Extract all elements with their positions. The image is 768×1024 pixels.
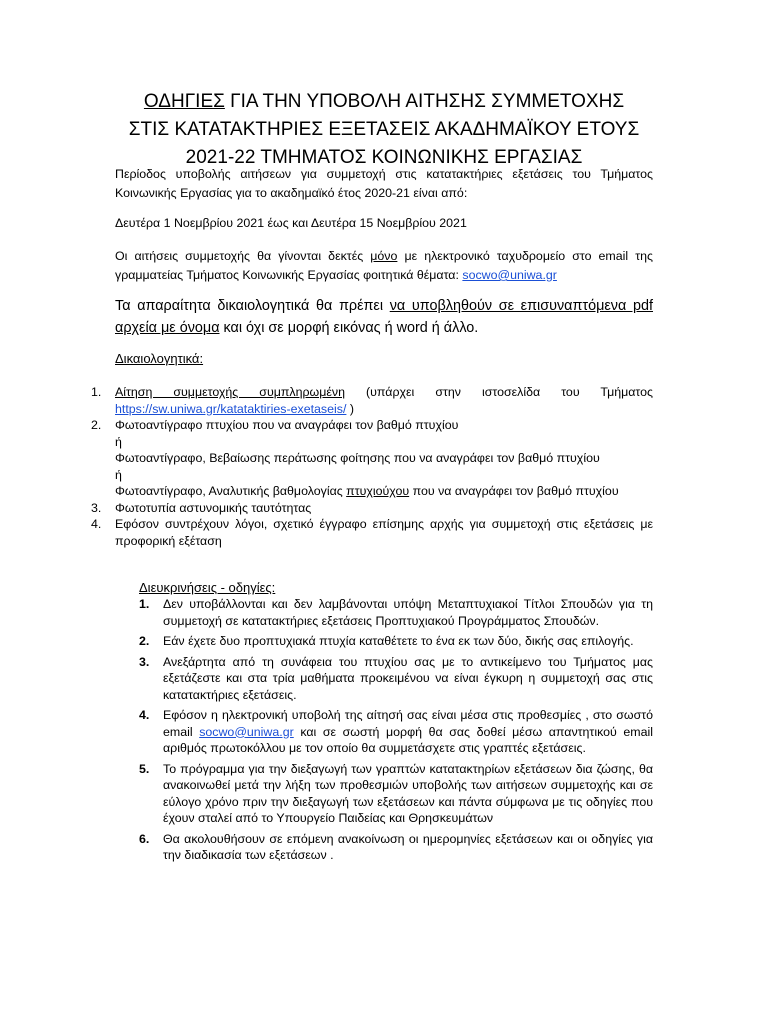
docs-item-2-or-2: ή xyxy=(115,467,122,482)
submission-period-text: Δευτέρα 1 Νοεμβρίου 2021 έως και Δευτέρα 15 Νοεμβρίου 2021 xyxy=(115,216,467,230)
clar-item-3 xyxy=(139,654,653,704)
docs-item-3-number: 3. xyxy=(91,500,102,515)
docs-item-1-rest: (υπάρχει στην ιστοσελίδα του Τμήματος xyxy=(344,385,653,399)
docs-item-1 xyxy=(91,384,653,417)
docs-item-1-end: ) xyxy=(346,401,354,416)
clar-item-3-text: Ανεξάρτητα από τη συνάφεια του πτυχίου σας με το αντικείμενο του Τμήματος μας εξετάζεστε και στα τρία μαθήματα προκειμένου να είναι έγκυρη η συμμετοχή σας στις κατατακτήριες εξετάσεις. xyxy=(163,654,653,702)
intro-paragraph: Περίοδος υποβολής αιτήσεων για συμμετοχή στις κατατακτήριες εξετάσεις του Τμήματος Κοινωνικής Εργασίας για το ακαδημαϊκό έτος 2020-21 είναι από: xyxy=(115,167,653,200)
docs-item-4-text: Εφόσον συντρέχουν λόγοι, σχετικό έγγραφο επίσημης αρχής για συμμετοχή στις εξετάσεις με προφορική εξέταση xyxy=(115,517,653,548)
pdf-paragraph xyxy=(115,295,653,339)
clar-item-5-number: 5. xyxy=(139,761,150,776)
clar-item-6-number: 6. xyxy=(139,831,150,846)
clarifications-heading: Διευκρινήσεις - οδηγίες: xyxy=(139,580,276,595)
docs-item-2 xyxy=(91,417,653,500)
docs-item-2-option-3-part2: που να αναγράφει τον βαθμό πτυχίου xyxy=(409,484,619,498)
title-line-1-rest: ΓΙΑ ΤΗΝ ΥΠΟΒΟΛΗ ΑΙΤΗΣΗΣ ΣΥΜΜΕΤΟΧΗΣ xyxy=(224,91,625,112)
docs-item-2-option-3-part1: Φωτοαντίγραφο, Αναλυτικής βαθμολογίας xyxy=(115,484,347,498)
clar-item-4-number: 4. xyxy=(139,708,150,722)
clar-item-2-number: 2. xyxy=(139,634,150,648)
clar-item-1-text: Δεν υποβάλλονται και δεν λαμβάνονται υπόψη Μεταπτυχιακοί Τίτλοι Σπουδών για τη συμμετοχή σε κατατακτήριες εξετάσεις Προπτυχιακού Προγράμματος Σπουδών. xyxy=(163,597,653,628)
docs-item-3-text: Φωτοτυπία αστυνομικής ταυτότητας xyxy=(115,500,312,515)
clar-item-1 xyxy=(139,596,653,629)
pdf-paragraph-underlined: να υποβληθούν σε επισυναπτόμενα pdf αρχεία με όνομα xyxy=(115,298,653,336)
email-paragraph-part1: Οι αιτήσεις συμμετοχής θα γίνονται δεκτές xyxy=(115,249,371,263)
clar-item-1-number: 1. xyxy=(139,597,150,611)
docs-item-2-option-3-underlined: πτυχιούχου xyxy=(346,484,410,498)
title-line-3: 2021-22 ΤΜΗΜΑΤΟΣ ΚΟΙΝΩΝΙΚΗΣ ΕΡΓΑΣΙΑΣ xyxy=(185,147,583,168)
email-paragraph-only: μόνο xyxy=(370,249,398,263)
clar-item-6-text: Θα ακολουθήσουν σε επόμενη ανακοίνωση οι ημερομηνίες εξετάσεων και οι οδηγίες για την διαδικασία των εξετάσεων . xyxy=(163,831,653,862)
docs-item-2-or-1: ή xyxy=(115,434,122,449)
pdf-paragraph-part2: και όχι σε μορφή εικόνας ή word ή άλλο. xyxy=(219,320,479,336)
submission-period xyxy=(115,214,653,233)
clar-item-6 xyxy=(139,831,653,864)
page-title xyxy=(100,88,668,172)
clar-item-2 xyxy=(139,633,653,650)
docs-item-2-number: 2. xyxy=(91,418,102,432)
title-line-1 xyxy=(100,88,668,116)
clar-item-5 xyxy=(139,761,653,827)
docs-item-4-number: 4. xyxy=(91,517,102,531)
docs-heading: Δικαιολογητικά: xyxy=(115,351,204,366)
clar-email-link[interactable]: socwo@uniwa.gr xyxy=(199,724,294,739)
docs-item-4 xyxy=(91,516,653,549)
docs-item-2-option-2: Φωτοαντίγραφο, Βεβαίωσης περάτωσης φοίτησης που να αναγράφει τον βαθμό πτυχίου xyxy=(115,451,600,465)
docs-item-3 xyxy=(91,500,653,517)
docs-item-1-number: 1. xyxy=(91,385,102,399)
docs-item-2-option-3 xyxy=(115,483,653,500)
department-website-link[interactable]: https://sw.uniwa.gr/katataktiries-exetaseis/ xyxy=(115,401,347,416)
docs-item-1-underlined: Αίτηση συμμετοχής συμπληρωμένη xyxy=(115,385,345,399)
clar-item-3-number: 3. xyxy=(139,654,150,669)
email-paragraph xyxy=(115,247,653,285)
clar-item-5-text: Το πρόγραμμα για την διεξαγωγή των γραπτών κατατακτηρίων εξετάσεων δια ζώσης, θα ανακοινωθεί μετά την λήξη των προθεσμιών υποβολής των αιτήσεων συμμετοχής και σε εύλογο χρόνο πριν την διεξαγωγή των εξετάσεων και πάντα σύμφωνα με τις οδηγίες που έχουν σταλεί από το Υπουργείο Παιδείας και Θρησκευμάτων xyxy=(163,761,653,825)
clar-item-4-part1: Εφόσον η ηλεκτρονική υποβολή της αίτησή σας είναι μέσα στις προθεσμίες , στο σωστό email xyxy=(163,708,653,739)
docs-item-2-option-1: Φωτοαντίγραφο πτυχίου που να αναγράφει τον βαθμό πτυχίου xyxy=(115,418,459,432)
email-link[interactable]: socwo@uniwa.gr xyxy=(462,268,557,282)
title-line-2: ΣΤΙΣ ΚΑΤΑΤΑΚΤΗΡΙΕΣ ΕΞΕΤΑΣΕΙΣ ΑΚΑΔΗΜΑΪΚΟΥ ΕΤΟΥΣ xyxy=(128,119,640,140)
docs-list xyxy=(91,384,653,549)
pdf-paragraph-part1: Τα απαραίτητα δικαιολογητικά θα πρέπει xyxy=(115,298,390,314)
title-underlined-word: ΟΔΗΓΙΕΣ xyxy=(143,91,225,112)
clarifications-list xyxy=(139,596,653,864)
clar-item-4 xyxy=(139,707,653,757)
email-paragraph-part2: με ηλεκτρονικό ταχυδρομείο στο email της γραμματείας Τμήματος Κοινωνικής Εργασίας φοιτητικά θέματα: xyxy=(115,249,653,282)
clar-item-2-text: Εάν έχετε δυο προπτυχιακά πτυχία καταθέτετε το ένα εκ των δύο, δικής σας επιλογής. xyxy=(163,634,634,648)
clar-item-4-part2: και σε σωστή μορφή θα σας δοθεί μέσω απαντητικού email αριθμός πρωτοκόλλου με τον οποίο θα συμμετάσχετε στις γραπτές εξετάσεις. xyxy=(163,724,653,755)
